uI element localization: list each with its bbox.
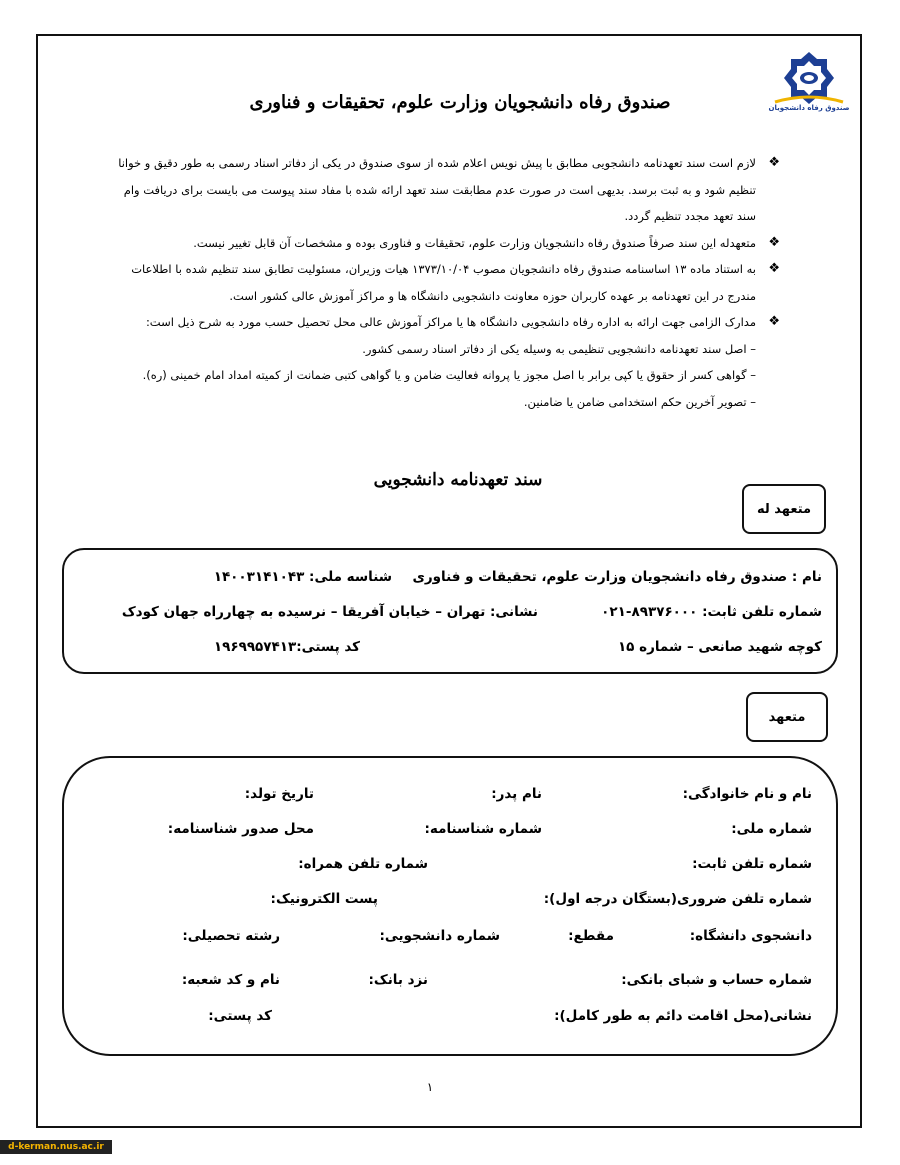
obligor-id-number: شماره شناسنامه:	[424, 821, 542, 837]
bullet-star-icon: ❖	[768, 155, 780, 170]
site-watermark: d-kerman.nus.ac.ir	[0, 1140, 112, 1154]
note-line: سند تعهد مجدد تنظیم گردد.	[624, 209, 756, 223]
note-line: مدارک الزامی جهت ارائه به اداره رفاه دانشجویی دانشگاه ها یا مراکز آموزش عالی محل تحصیل حسب مورد به شرح ذیل است:	[145, 315, 756, 329]
bullet-star-icon: ❖	[768, 261, 780, 276]
note-item	[100, 309, 780, 336]
obligor-bank: نزد بانک:	[368, 972, 428, 988]
page-title: صندوق رفاه دانشجویان وزارت علوم، تحقیقات و فناوری	[249, 92, 671, 113]
document-title: سند تعهدنامه دانشجویی	[373, 470, 543, 490]
obligor-national-number: شماره ملی:	[731, 821, 812, 837]
page-number: ۱	[426, 1080, 434, 1094]
obligor-postal-code: کد پستی:	[208, 1008, 272, 1024]
obligor-emergency-phone: شماره تلفن ضروری(بستگان درجه اول):	[543, 891, 812, 907]
obligor-father-name: نام پدر:	[491, 786, 542, 802]
note-line: لازم است سند تعهدنامه دانشجویی مطابق با پیش نویس اعلام شده از سوی صندوق در یکی از دفاتر اسناد رسمی به طور دقیق و خوانا	[118, 156, 756, 170]
obligor-birth-date: تاریخ تولد:	[244, 786, 314, 802]
obligor-tag: متعهد	[746, 692, 828, 742]
note-line: مندرج در این تعهدنامه بر عهده کاربران حوزه معاونت دانشجویی دانشگاه ها و مراکز آموزش عالی کشور است.	[229, 288, 756, 303]
note-item	[100, 150, 780, 230]
intro-notes	[100, 150, 780, 415]
obligee-street: کوچه شهید صانعی – شماره ۱۵	[617, 639, 822, 655]
obligor-id-issue-place: محل صدور شناسنامه:	[167, 821, 314, 837]
bullet-star-icon: ❖	[768, 314, 780, 329]
obligor-student-number: شماره دانشجویی:	[379, 928, 500, 944]
obligor-address: نشانی(محل اقامت دائم به طور کامل):	[554, 1008, 812, 1024]
obligee-phone: شماره تلفن ثابت: ۸۹۳۷۶۰۰۰-۰۲۱	[601, 604, 822, 620]
required-doc-item: – گواهی کسر از حقوق یا کپی برابر با اصل مجوز یا پروانه فعالیت ضامن و یا گواهی کتبی ضمانت از کمیته امداد امام خمینی (ره).	[142, 368, 756, 382]
note-line: متعهدله این سند صرفاً صندوق رفاه دانشجویان وزارت علوم، تحقیقات و فناوری بوده و مشخصات آن قابل تغییر نیست.	[193, 235, 756, 250]
obligor-mobile: شماره تلفن همراه:	[298, 856, 428, 872]
obligor-email: پست الکترونیک:	[270, 891, 378, 907]
obligee-tag: متعهد له	[742, 484, 826, 534]
required-doc-item: – تصویر آخرین حکم استخدامی ضامن یا ضامنین.	[523, 394, 756, 409]
obligor-bank-account: شماره حساب و شبای بانکی:	[621, 972, 812, 988]
obligee-national-id: شناسه ملی: ۱۴۰۰۳۱۴۱۰۴۳	[213, 569, 392, 585]
required-doc-item: – اصل سند تعهدنامه دانشجویی تنظیمی به وسیله یکی از دفاتر اسناد رسمی کشور.	[362, 341, 756, 356]
obligee-name: نام : صندوق رفاه دانشجویان وزارت علوم، تحقیقات و فناوری	[412, 569, 822, 585]
note-item	[100, 256, 780, 309]
note-line: به استناد ماده ۱۳ اساسنامه صندوق رفاه دانشجویان مصوب ۱۳۷۳/۱۰/۰۴ هیات وزیران، مسئولیت تطابق سند تنظیم شده با اطلاعات	[131, 262, 756, 276]
obligor-branch: نام و کد شعبه:	[181, 972, 280, 988]
note-line: تنظیم شود و به ثبت برسد. بدیهی است در صورت عدم مطابقت سند تعهد ارائه شده با مفاد سند پیوست می بایست برای دریافت وام	[123, 182, 756, 197]
obligor-degree: مقطع:	[568, 928, 614, 944]
obligor-landline: شماره تلفن ثابت:	[692, 856, 812, 872]
obligor-university: دانشجوی دانشگاه:	[689, 928, 812, 944]
bullet-star-icon: ❖	[768, 234, 780, 250]
obligor-field: رشته تحصیلی:	[182, 928, 280, 944]
logo-caption: صندوق رفاه دانشجویان	[768, 104, 850, 112]
obligor-full-name: نام و نام خانوادگی:	[682, 786, 812, 802]
obligee-postal-code: کد پستی:۱۹۶۹۹۵۷۴۱۳	[213, 639, 360, 655]
note-item	[100, 230, 780, 257]
obligee-address: نشانی: تهران – خیابان آفریقا – نرسیده به چهارراه جهان کودک	[121, 604, 538, 620]
